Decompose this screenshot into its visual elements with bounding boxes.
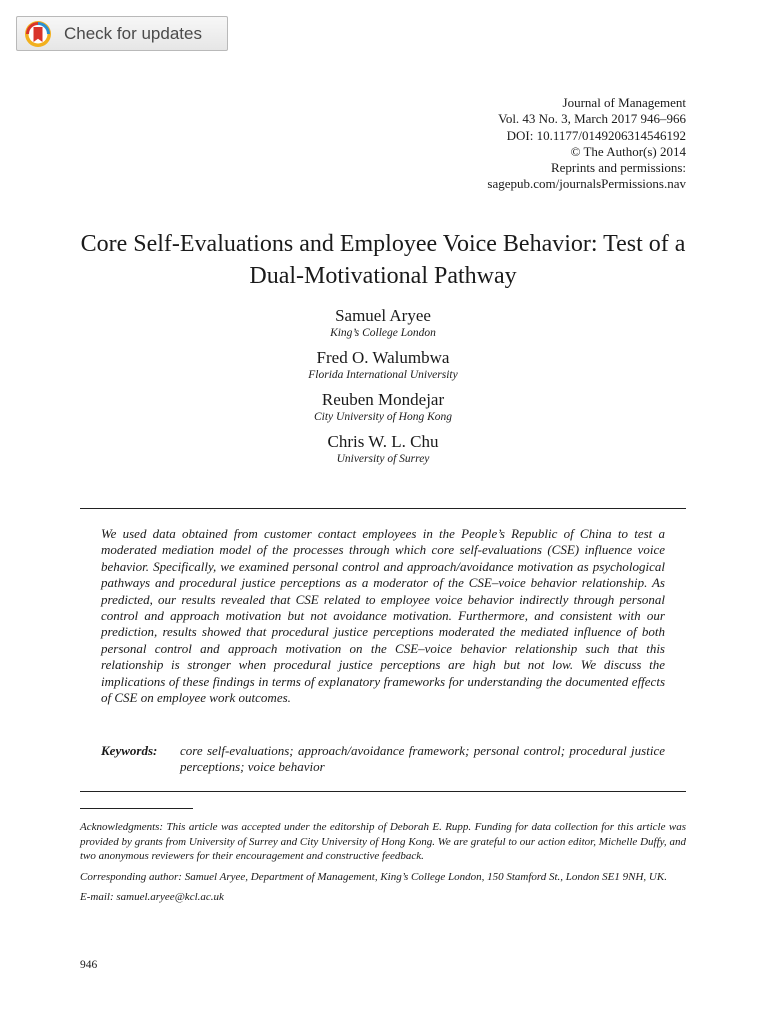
- journal-name: Journal of Management: [562, 95, 686, 110]
- footnotes: [80, 820, 686, 911]
- author-affiliation: City University of Hong Kong: [314, 411, 452, 423]
- acknowledgments-note: Acknowledgments: This article was accepted under the editorship of Deborah E. Rupp. Funding for data collection for this article was provided by grants from University of Surrey and City University of Hong Kong. We are grateful to our action editor, Michelle Duffy, and two anonymous reviewers for their encouragement and constructive feedback.: [80, 821, 686, 863]
- author-affiliation: Florida International University: [308, 369, 458, 381]
- article-title: Core Self-Evaluations and Employee Voice Behavior: Test of a Dual-Motivational Pathway: [80, 231, 686, 289]
- author-entry: [80, 431, 686, 467]
- abstract-bottom-rule: [80, 791, 686, 792]
- corresponding-author-note: Corresponding author: Samuel Aryee, Department of Management, King’s College London, 150 Stamford St., London SE1 9NH, UK.: [80, 870, 667, 883]
- check-for-updates-label: Check for updates: [64, 23, 202, 43]
- journal-copyright: © The Author(s) 2014: [570, 143, 686, 159]
- keywords-text: core self-evaluations; approach/avoidance framework; personal control; procedural justice perceptions; voice behavior: [180, 743, 665, 775]
- check-for-updates-icon: [23, 19, 53, 49]
- author-entry: [80, 347, 686, 383]
- page-number: 946: [80, 959, 98, 971]
- journal-volume: Vol. 43 No. 3, March 2017 946–966: [498, 111, 686, 127]
- author-entry: [80, 389, 686, 425]
- keywords-block: [101, 743, 665, 776]
- journal-doi: DOI: 10.1177/0149206314546192: [506, 127, 686, 143]
- journal-reprints: Reprints and permissions:: [550, 160, 686, 176]
- author-affiliation: King’s College London: [330, 327, 436, 339]
- author-affiliation: University of Surrey: [336, 453, 430, 465]
- footnote-rule: [80, 808, 193, 809]
- author-name: Chris W. L. Chu: [327, 432, 439, 451]
- abstract-text: We used data obtained from customer contact employees in the People’s Republic of China to test a moderated mediation model of the processes through which core self-evaluations (CSE) influence voice behavior. Specifically, we examined personal control and approach/avoidance motivation as psychological pathways and procedural justice perceptions as a moderator of the CSE–voice behavior relationship. As predicted, our results revealed that CSE related to employee voice behavior indirectly through personal control and approach motivation but not avoidance motivation. Furthermore, and consistent with our prediction, results showed that procedural justice perceptions moderated the mediated influence of both personal control and approach motivation on the CSE–voice behavior relationship such that this relationship is stronger when procedural justice perceptions are high but not low. We discuss the implications of these findings in terms of explanatory frameworks for understanding the documented effects of CSE on employee work outcomes.: [101, 526, 665, 706]
- email-note[interactable]: E-mail: samuel.aryee@kcl.ac.uk: [80, 891, 224, 904]
- abstract-top-rule: [80, 508, 686, 509]
- author-name: Fred O. Walumbwa: [316, 348, 450, 367]
- journal-metadata: [487, 95, 686, 193]
- author-name: Reuben Mondejar: [321, 390, 445, 409]
- check-for-updates-badge[interactable]: [16, 16, 228, 51]
- journal-permissions-link[interactable]: sagepub.com/journalsPermissions.nav: [487, 176, 686, 192]
- keywords-label: Keywords:: [101, 743, 158, 758]
- author-name: Samuel Aryee: [335, 306, 431, 325]
- author-entry: [80, 305, 686, 341]
- author-list: [80, 305, 686, 473]
